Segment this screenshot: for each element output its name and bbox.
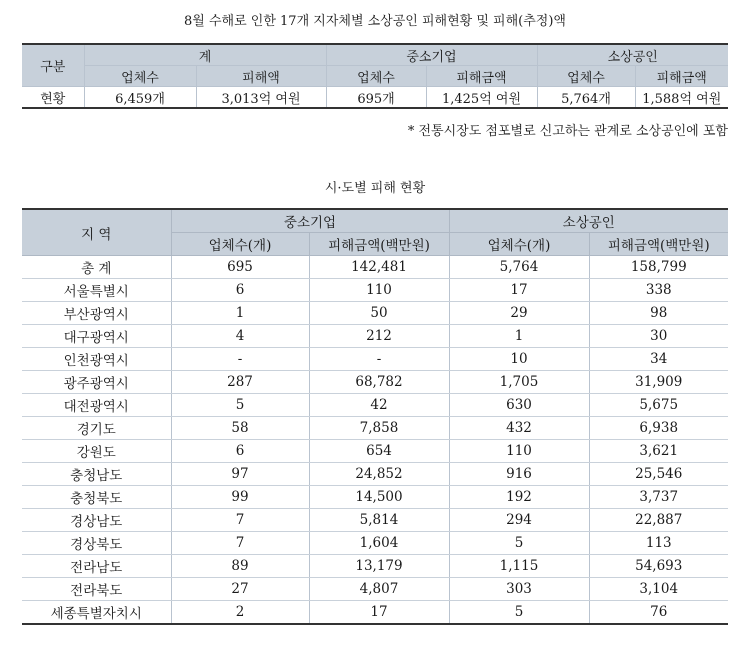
small-count-cell: 5,764 xyxy=(449,256,589,279)
sme-amount-cell: 212 xyxy=(309,325,449,348)
region-cell: 서울특별시 xyxy=(22,279,171,302)
sme-count-cell: - xyxy=(171,348,309,371)
summary-group-header: 중소기업 xyxy=(326,44,537,66)
region-cell: 전라남도 xyxy=(22,555,171,578)
sme-amount-cell: 110 xyxy=(309,279,449,302)
detail-group-header: 소상공인 xyxy=(449,209,728,233)
table-row xyxy=(22,325,728,348)
table-row xyxy=(22,486,728,509)
region-cell: 경상남도 xyxy=(22,509,171,532)
table-row xyxy=(22,417,728,440)
table-row xyxy=(22,302,728,325)
summary-subheader-row xyxy=(22,66,728,87)
summary-subheader: 피해금액 xyxy=(426,66,537,87)
summary-group-header: 계 xyxy=(84,44,326,66)
summary-cell: 5,764개 xyxy=(537,87,635,109)
sme-count-cell: 27 xyxy=(171,578,309,601)
table-row xyxy=(22,532,728,555)
table-row xyxy=(22,509,728,532)
small-amount-cell: 76 xyxy=(650,604,668,620)
small-amount-cell: 158,799 xyxy=(589,256,728,279)
region-cell: 세종특별자치시 xyxy=(22,601,171,625)
table-row xyxy=(22,279,728,302)
small-count-cell: 5 xyxy=(449,601,589,625)
region-cell: 충청북도 xyxy=(22,486,171,509)
sme-amount-cell: 5,814 xyxy=(309,509,449,532)
small-amount-cell: 31,909 xyxy=(589,371,728,394)
small-count-cell: 29 xyxy=(449,302,589,325)
sme-amount-cell: 1,604 xyxy=(309,532,449,555)
sme-count-cell: 58 xyxy=(171,417,309,440)
detail-subheader: 업체수(개) xyxy=(449,233,589,256)
small-count-cell: 110 xyxy=(449,440,589,463)
sme-amount-cell: 17 xyxy=(309,601,449,625)
region-cell: 대구광역시 xyxy=(22,325,171,348)
table-row xyxy=(22,578,728,601)
small-amount-cell: 3,104 xyxy=(589,578,728,601)
table-row xyxy=(22,371,728,394)
small-count-cell: 192 xyxy=(449,486,589,509)
summary-cell: 1,425억 여원 xyxy=(426,87,537,109)
summary-row-label: 현황 xyxy=(22,87,84,109)
summary-subheader: 업체수 xyxy=(84,66,196,87)
sme-count-cell: 1 xyxy=(171,302,309,325)
region-cell: 경기도 xyxy=(22,417,171,440)
small-count-cell: 17 xyxy=(449,279,589,302)
sme-amount-cell: 142,481 xyxy=(309,256,449,279)
small-amount-cell: 3,621 xyxy=(589,440,728,463)
region-cell: 대전광역시 xyxy=(22,394,171,417)
table-row xyxy=(22,440,728,463)
small-count-cell: 10 xyxy=(449,348,589,371)
region-cell: 부산광역시 xyxy=(22,302,171,325)
small-count-cell: 630 xyxy=(449,394,589,417)
detail-group-header-row xyxy=(22,209,728,233)
small-count-cell: 5 xyxy=(449,532,589,555)
sme-amount-cell: 13,179 xyxy=(309,555,449,578)
summary-cell: 1,588억 여원 xyxy=(642,91,722,107)
small-amount-cell: 98 xyxy=(589,302,728,325)
region-cell: 충청남도 xyxy=(22,463,171,486)
small-count-cell: 1,115 xyxy=(449,555,589,578)
summary-title: 8월 수해로 인한 17개 지자체별 소상공인 피해현황 및 피해(추정)액 xyxy=(184,14,566,29)
sme-amount-cell: 7,858 xyxy=(309,417,449,440)
detail-group-header: 중소기업 xyxy=(171,209,449,233)
summary-data-row xyxy=(22,87,728,109)
small-amount-cell: 30 xyxy=(589,325,728,348)
summary-cell: 6,459개 xyxy=(84,87,196,109)
sme-count-cell: 97 xyxy=(171,463,309,486)
detail-region-header: 지 역 xyxy=(22,209,171,256)
sme-amount-cell: 14,500 xyxy=(309,486,449,509)
sme-count-cell: 99 xyxy=(171,486,309,509)
detail-subheader: 피해금액(백만원) xyxy=(589,233,728,256)
small-amount-cell: 3,737 xyxy=(589,486,728,509)
detail-title: 시·도별 피해 현황 xyxy=(324,181,426,196)
sme-amount-cell: 42 xyxy=(309,394,449,417)
small-amount-cell: 54,693 xyxy=(589,555,728,578)
sme-count-cell: 6 xyxy=(171,440,309,463)
table-row xyxy=(22,601,728,625)
region-cell: 광주광역시 xyxy=(22,371,171,394)
table-row xyxy=(22,256,728,279)
summary-subheader: 피해금액 xyxy=(635,66,728,87)
summary-col-label: 구분 xyxy=(22,44,84,87)
summary-cell: 3,013억 여원 xyxy=(196,87,326,109)
table-row xyxy=(22,348,728,371)
sme-count-cell: 7 xyxy=(171,532,309,555)
small-count-cell: 432 xyxy=(449,417,589,440)
detail-subheader: 피해금액(백만원) xyxy=(309,233,449,256)
small-count-cell: 1,705 xyxy=(449,371,589,394)
sme-count-cell: 695 xyxy=(171,256,309,279)
summary-group-header: 소상공인 xyxy=(537,44,728,66)
summary-subheader: 업체수 xyxy=(537,66,635,87)
detail-table-body xyxy=(22,256,728,625)
sme-count-cell: 5 xyxy=(171,394,309,417)
summary-table xyxy=(22,43,728,109)
sme-amount-cell: 50 xyxy=(309,302,449,325)
small-count-cell: 916 xyxy=(449,463,589,486)
summary-cell: 695개 xyxy=(326,87,426,109)
small-amount-cell: 34 xyxy=(589,348,728,371)
small-count-cell: 303 xyxy=(449,578,589,601)
detail-subheader: 업체수(개) xyxy=(171,233,309,256)
summary-subheader: 업체수 xyxy=(326,66,426,87)
sme-amount-cell: 654 xyxy=(309,440,449,463)
footnote: * 전통시장도 점포별로 신고하는 관계로 소상공인에 포함 xyxy=(407,124,728,139)
region-cell: 경상북도 xyxy=(22,532,171,555)
sme-count-cell: 2 xyxy=(171,601,309,625)
detail-table xyxy=(22,208,728,625)
sme-amount-cell: - xyxy=(309,348,449,371)
summary-subheader: 피해액 xyxy=(196,66,326,87)
small-amount-cell: 6,938 xyxy=(589,417,728,440)
sme-count-cell: 89 xyxy=(171,555,309,578)
small-count-cell: 1 xyxy=(449,325,589,348)
table-row xyxy=(22,394,728,417)
region-cell: 강원도 xyxy=(22,440,171,463)
sme-amount-cell: 4,807 xyxy=(309,578,449,601)
small-amount-cell: 5,675 xyxy=(589,394,728,417)
table-row xyxy=(22,463,728,486)
table-row xyxy=(22,555,728,578)
small-count-cell: 294 xyxy=(449,509,589,532)
sme-count-cell: 6 xyxy=(171,279,309,302)
sme-count-cell: 287 xyxy=(171,371,309,394)
small-amount-cell: 113 xyxy=(589,532,728,555)
region-cell: 인천광역시 xyxy=(22,348,171,371)
summary-group-header-row xyxy=(22,44,728,66)
sme-amount-cell: 24,852 xyxy=(309,463,449,486)
sme-count-cell: 4 xyxy=(171,325,309,348)
region-cell: 총 계 xyxy=(22,256,171,279)
sme-amount-cell: 68,782 xyxy=(309,371,449,394)
small-amount-cell: 22,887 xyxy=(589,509,728,532)
region-cell: 전라북도 xyxy=(22,578,171,601)
sme-count-cell: 7 xyxy=(171,509,309,532)
small-amount-cell: 338 xyxy=(589,279,728,302)
small-amount-cell: 25,546 xyxy=(589,463,728,486)
